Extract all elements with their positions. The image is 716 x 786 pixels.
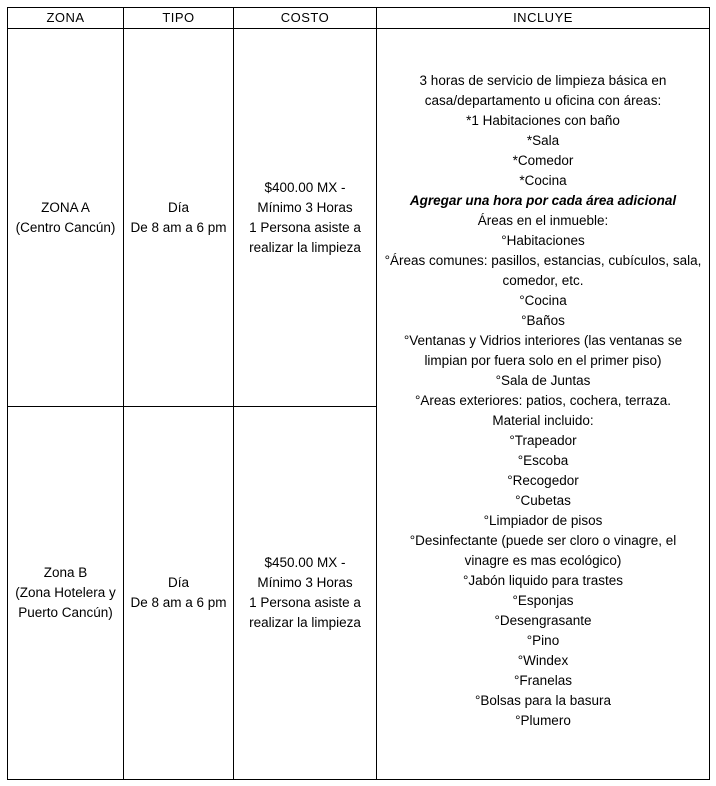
zona-b-name: Zona B (43, 565, 88, 580)
costo-b-line-1: $450.00 MX - (264, 555, 346, 570)
incluye-cell (377, 29, 710, 780)
pricing-table (7, 7, 710, 780)
incluye-line: Material incluido: (492, 413, 594, 428)
incluye-line: °Franelas (514, 673, 572, 688)
incluye-emphasis-line: Agregar una hora por cada área adicional (409, 193, 677, 208)
incluye-line: °Baños (521, 313, 565, 328)
incluye-line: °Limpiador de pisos (483, 513, 603, 528)
zona-a-area: (Centro Cancún) (15, 219, 116, 235)
tipo-a-line-1: Día (167, 199, 189, 215)
zona-b-area-2: Puerto Cancún) (18, 605, 113, 620)
tipo-b-cell (124, 407, 234, 780)
incluye-line: °Desinfectante (puede ser cloro o vinagre, el (409, 533, 677, 548)
costo-a-line-3: 1 Persona asiste a (249, 219, 361, 235)
incluye-line: °Cocina (519, 293, 567, 308)
costo-a-line-1: $400.00 MX - (264, 179, 346, 195)
tipo-a-cell (124, 29, 234, 407)
incluye-line: *1 Habitaciones con baño (466, 113, 620, 128)
incluye-line: Áreas en el inmueble: (477, 213, 609, 228)
pricing-table-frame (7, 7, 709, 780)
costo-b-line-3: 1 Persona asiste a (249, 595, 361, 610)
incluye-line: casa/departamento u oficina con áreas: (424, 93, 662, 108)
incluye-line: *Comedor (512, 153, 574, 168)
costo-a-line-2: Mínimo 3 Horas (257, 199, 353, 215)
tipo-a-line-2: De 8 am a 6 pm (130, 219, 227, 235)
incluye-line: °Pino (526, 633, 560, 648)
tipo-b-line-1: Día (167, 575, 189, 590)
incluye-line: comedor, etc. (502, 273, 584, 288)
incluye-line: °Escoba (517, 453, 569, 468)
incluye-line: °Desengrasante (494, 613, 592, 628)
incluye-line: °Sala de Juntas (495, 373, 591, 388)
header-row (8, 8, 710, 29)
zona-a-cell (8, 29, 124, 407)
incluye-list (377, 29, 709, 731)
incluye-line: °Trapeador (509, 433, 577, 448)
incluye-line: °Habitaciones (501, 233, 585, 248)
table-row-zona-a (8, 29, 710, 407)
header-incluye: INCLUYE (377, 8, 710, 29)
costo-b-line-2: Mínimo 3 Horas (257, 575, 353, 590)
zona-b-area-1: (Zona Hotelera y (15, 585, 116, 600)
incluye-line: °Windex (517, 653, 569, 668)
costo-b-line-4: realizar la limpieza (249, 615, 361, 630)
incluye-line: *Sala (526, 133, 560, 148)
zona-a-name: ZONA A (41, 199, 90, 215)
header-zona: ZONA (8, 8, 124, 29)
incluye-line: vinagre es mas ecológico) (464, 553, 622, 568)
incluye-line: °Recogedor (507, 473, 579, 488)
incluye-line: °Plumero (515, 713, 571, 728)
incluye-line: °Areas exteriores: patios, cochera, terraza. (414, 393, 671, 408)
incluye-line: *Cocina (519, 173, 567, 188)
incluye-line: limpian por fuera solo en el primer piso) (424, 353, 662, 368)
costo-a-line-4: realizar la limpieza (249, 239, 361, 255)
incluye-line: °Bolsas para la basura (475, 693, 611, 708)
incluye-line: °Áreas comunes: pasillos, estancias, cubículos, sala, (384, 253, 702, 268)
header-costo: COSTO (234, 8, 377, 29)
costo-a-cell (234, 29, 377, 407)
incluye-line: °Esponjas (512, 593, 574, 608)
costo-b-cell (234, 407, 377, 780)
incluye-line: °Jabón liquido para trastes (463, 573, 623, 588)
incluye-line: 3 horas de servicio de limpieza básica en (419, 73, 667, 88)
incluye-line: °Ventanas y Vidrios interiores (las ventanas se (403, 333, 683, 348)
zona-b-cell (8, 407, 124, 780)
incluye-line: °Cubetas (515, 493, 571, 508)
tipo-b-line-2: De 8 am a 6 pm (130, 595, 227, 610)
header-tipo: TIPO (124, 8, 234, 29)
